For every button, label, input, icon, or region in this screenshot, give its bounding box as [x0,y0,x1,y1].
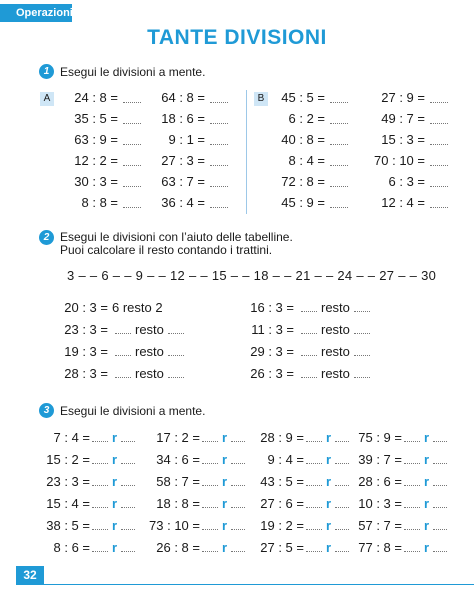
division-expression: 15 : 4 = [46,496,90,511]
division-expression: 7 : 4 = [53,430,90,445]
division-expression: 8 : 4 = [288,153,325,168]
remainder-r-label: r [222,518,228,533]
quotient-remainder-answer[interactable] [202,430,245,445]
division-expression: 27 : 3 = [161,153,205,168]
division-expression: 28 : 6 = [358,474,402,489]
answer-blank[interactable] [327,91,348,106]
remainder-expression: 23 : 3 = [64,322,108,337]
exercise-1-instruction: Esegui le divisioni a mente. [60,65,206,79]
remainder-answer[interactable] [298,344,370,359]
remainder-r-label: r [326,518,332,533]
division-expression: 43 : 5 = [260,474,304,489]
quotient-remainder-answer[interactable] [92,518,135,533]
remainder-r-label: r [112,474,118,489]
quotient-remainder-answer[interactable] [404,518,447,533]
answer-blank[interactable] [120,91,141,106]
quotient-remainder-answer[interactable] [202,496,245,511]
quotient-remainder-answer[interactable] [92,430,135,445]
division-expression: 9 : 4 = [267,452,304,467]
remainder-answer[interactable] [112,322,184,337]
remainder-expression: 20 : 3 = [64,300,108,315]
exercise-1-number: 1 [39,64,54,79]
division-expression: 75 : 9 = [358,430,402,445]
division-expression: 8 : 8 = [81,195,118,210]
worked-answer: 6 resto 2 [112,300,163,315]
answer-blank[interactable] [120,133,141,148]
quotient-remainder-answer[interactable] [202,452,245,467]
remainder-r-label: r [112,496,118,511]
division-expression: 10 : 3 = [358,496,402,511]
remainder-r-label: r [424,496,430,511]
remainder-r-label: r [424,430,430,445]
answer-blank[interactable] [207,91,228,106]
division-expression: 26 : 8 = [156,540,200,555]
quotient-remainder-answer[interactable] [202,540,245,555]
remainder-expression: 19 : 3 = [64,344,108,359]
quotient-remainder-answer[interactable] [306,496,349,511]
answer-blank[interactable] [207,133,228,148]
page-number: 32 [16,566,44,584]
answer-blank[interactable] [427,154,448,169]
resto-label: resto [321,366,350,381]
counting-sequence: 3 – – 6 – – 9 – – 12 – – 15 – – 18 – – 21 – – 24 – – 27 – – 30 [67,268,437,283]
group-a-label: A [40,92,54,106]
quotient-remainder-answer[interactable] [306,518,349,533]
division-expression: 45 : 5 = [281,90,325,105]
remainder-r-label: r [326,452,332,467]
remainder-r-label: r [222,474,228,489]
remainder-r-label: r [112,518,118,533]
division-expression: 23 : 3 = [46,474,90,489]
answer-blank[interactable] [327,112,348,127]
section-tag: Operazioni [0,4,72,22]
resto-label: resto [321,344,350,359]
answer-blank[interactable] [120,196,141,211]
quotient-remainder-answer[interactable] [92,496,135,511]
division-expression: 36 : 4 = [161,195,205,210]
quotient-remainder-answer[interactable] [404,474,447,489]
remainder-expression: 29 : 3 = [250,344,294,359]
quotient-remainder-answer[interactable] [92,540,135,555]
division-expression: 6 : 3 = [388,174,425,189]
remainder-r-label: r [424,474,430,489]
division-expression: 6 : 2 = [288,111,325,126]
division-expression: 12 : 4 = [381,195,425,210]
resto-label: resto [135,344,164,359]
remainder-r-label: r [326,496,332,511]
resto-label: resto [321,300,350,315]
remainder-r-label: r [326,430,332,445]
division-expression: 73 : 10 = [149,518,200,533]
quotient-remainder-answer[interactable] [404,452,447,467]
division-expression: 27 : 5 = [260,540,304,555]
quotient-remainder-answer[interactable] [202,518,245,533]
quotient-remainder-answer[interactable] [404,430,447,445]
answer-blank[interactable] [327,154,348,169]
remainder-answer[interactable] [298,322,370,337]
answer-blank[interactable] [427,112,448,127]
answer-blank[interactable] [327,175,348,190]
division-expression: 19 : 2 = [260,518,304,533]
remainder-answer[interactable] [112,300,163,315]
division-expression: 39 : 7 = [358,452,402,467]
division-expression: 18 : 8 = [156,496,200,511]
exercise-3-instruction: Esegui le divisioni a mente. [60,404,206,418]
column-divider [246,90,247,214]
resto-label: resto [135,366,164,381]
division-expression: 70 : 10 = [374,153,425,168]
answer-blank[interactable] [207,112,228,127]
answer-blank[interactable] [427,175,448,190]
remainder-r-label: r [326,540,332,555]
division-expression: 63 : 9 = [74,132,118,147]
answer-blank[interactable] [427,91,448,106]
quotient-remainder-answer[interactable] [306,474,349,489]
exercise-3-number: 3 [39,403,54,418]
remainder-r-label: r [112,540,118,555]
division-expression: 24 : 8 = [74,90,118,105]
remainder-answer[interactable] [112,366,184,381]
quotient-remainder-answer[interactable] [92,474,135,489]
answer-blank[interactable] [327,133,348,148]
remainder-answer[interactable] [298,300,370,315]
division-expression: 28 : 9 = [260,430,304,445]
remainder-r-label: r [222,496,228,511]
remainder-r-label: r [112,452,118,467]
quotient-remainder-answer[interactable] [306,430,349,445]
answer-blank[interactable] [120,154,141,169]
remainder-r-label: r [424,518,430,533]
division-expression: 17 : 2 = [156,430,200,445]
remainder-expression: 28 : 3 = [64,366,108,381]
answer-blank[interactable] [120,175,141,190]
division-expression: 30 : 3 = [74,174,118,189]
group-b-label: B [254,92,268,106]
division-expression: 38 : 5 = [46,518,90,533]
remainder-expression: 16 : 3 = [250,300,294,315]
division-expression: 34 : 6 = [156,452,200,467]
remainder-expression: 26 : 3 = [250,366,294,381]
quotient-remainder-answer[interactable] [404,540,447,555]
exercise-2-instruction-line2: Puoi calcolare il resto contando i trattini. [60,243,273,257]
remainder-r-label: r [424,540,430,555]
quotient-remainder-answer[interactable] [306,452,349,467]
remainder-r-label: r [222,540,228,555]
resto-label: resto [321,322,350,337]
division-expression: 9 : 1 = [168,132,205,147]
remainder-r-label: r [222,430,228,445]
division-expression: 27 : 6 = [260,496,304,511]
division-expression: 40 : 8 = [281,132,325,147]
division-expression: 77 : 8 = [358,540,402,555]
answer-blank[interactable] [327,196,348,211]
quotient-remainder-answer[interactable] [306,540,349,555]
page-title: TANTE DIVISIONI [147,26,327,49]
remainder-r-label: r [222,452,228,467]
division-expression: 35 : 5 = [74,111,118,126]
answer-blank[interactable] [207,175,228,190]
remainder-r-label: r [112,430,118,445]
resto-label: resto [135,322,164,337]
division-expression: 58 : 7 = [156,474,200,489]
division-expression: 15 : 2 = [46,452,90,467]
division-expression: 64 : 8 = [161,90,205,105]
quotient-remainder-answer[interactable] [202,474,245,489]
division-expression: 45 : 9 = [281,195,325,210]
answer-blank[interactable] [427,133,448,148]
division-expression: 57 : 7 = [358,518,402,533]
exercise-2-instruction-line1: Esegui le divisioni con l’aiuto delle tabelline. [60,230,293,244]
division-expression: 8 : 6 = [53,540,90,555]
remainder-r-label: r [326,474,332,489]
quotient-remainder-answer[interactable] [92,452,135,467]
quotient-remainder-answer[interactable] [404,496,447,511]
remainder-r-label: r [424,452,430,467]
answer-blank[interactable] [207,154,228,169]
remainder-answer[interactable] [298,366,370,381]
answer-blank[interactable] [120,112,141,127]
answer-blank[interactable] [427,196,448,211]
division-expression: 27 : 9 = [381,90,425,105]
division-expression: 72 : 8 = [281,174,325,189]
division-expression: 49 : 7 = [381,111,425,126]
answer-blank[interactable] [207,196,228,211]
division-expression: 15 : 3 = [381,132,425,147]
exercise-2-number: 2 [39,230,54,245]
remainder-answer[interactable] [112,344,184,359]
division-expression: 18 : 6 = [161,111,205,126]
page-footer-line [16,584,474,585]
division-expression: 63 : 7 = [161,174,205,189]
division-expression: 12 : 2 = [74,153,118,168]
remainder-expression: 11 : 3 = [251,322,294,337]
